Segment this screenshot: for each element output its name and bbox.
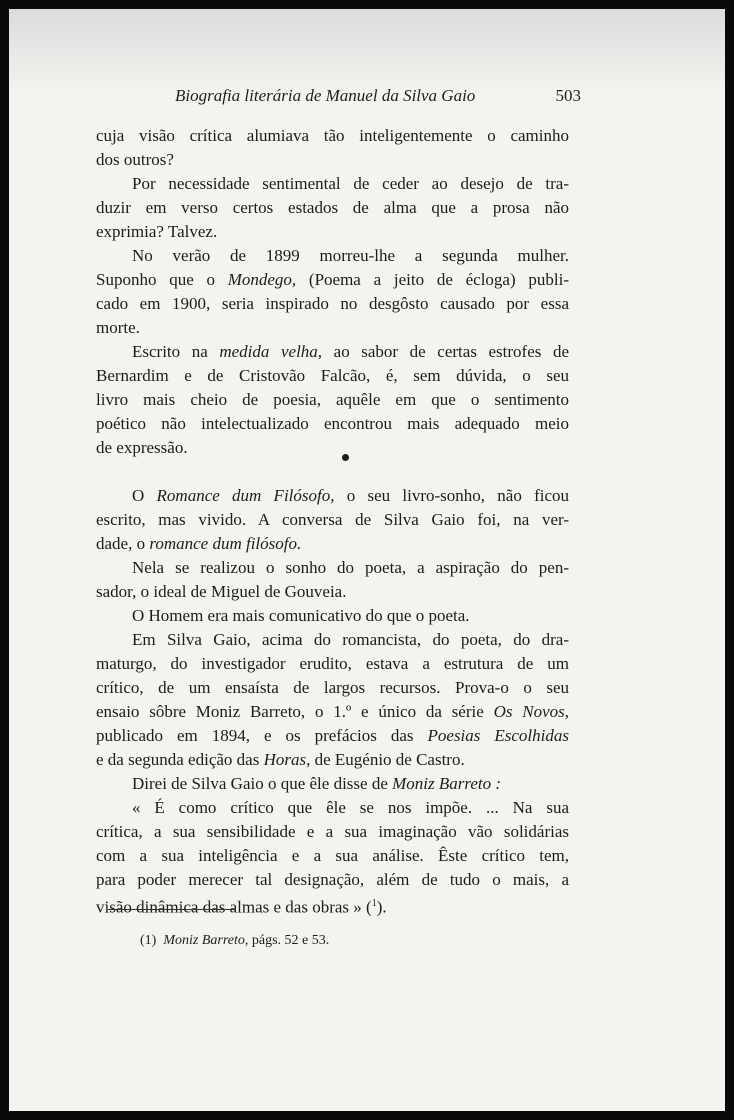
footnote-rule [108,909,236,910]
italic-title: medida velha, [219,342,323,361]
italic-title: Poesias Escolhidas [427,726,569,745]
line-text: Escrito na [132,342,220,361]
line-text: Em Silva Gaio, acima do romancista, do poeta, do dra- [132,630,569,649]
section-break-ornament [342,454,349,461]
italic-title: Horas, [263,750,311,769]
text-line [96,292,569,316]
line-text: ensaio sôbre Moniz Barreto, o 1.º e único da série [96,702,494,721]
line-text: dos outros? [96,150,174,169]
text-line [96,196,569,220]
text-line [132,340,569,364]
line-text: de Eugénio de Castro. [310,750,465,769]
text-line [132,604,569,628]
text-line [96,724,569,748]
text-line [96,868,569,892]
text-line [132,484,569,508]
text-line [96,268,569,292]
line-text: livro mais cheio de poesia, aquêle em que o sentimento [96,390,569,409]
line-text: com a sua inteligência e a sua análise. Êste crítico tem, [96,846,569,865]
text-line [96,220,569,244]
line-text: Suponho que o [96,270,228,289]
text-line [96,892,569,916]
footnote-title: Moniz Barreto, [163,933,249,948]
text-line [96,532,569,556]
footnote-reference: 1 [371,898,377,909]
text-line [96,124,569,148]
line-text: crítica, a sua sensibilidade e a sua imaginação vão solidárias [96,822,569,841]
text-line [96,316,569,340]
text-line [132,772,569,796]
line-text: Direi de Silva Gaio o que êle disse de [132,774,393,793]
line-text: morte. [96,318,140,337]
italic-title: Moniz Barreto : [392,774,502,793]
text-line [96,748,569,772]
line-text: Nela se realizou o sonho do poeta, a aspiração do pen- [132,558,569,577]
line-text: ao sabor de certas estrofes de [322,342,570,361]
line-text: Bernardim e de Cristovão Falcão, é, sem dúvida, o seu [96,366,569,385]
text-line [96,436,569,460]
line-text: para poder merecer tal designação, além de tudo o mais, a [96,870,569,889]
line-text: O Homem era mais comunicativo do que o poeta. [132,606,470,625]
line-text: escrito, mas vivido. A conversa de Silva Gaio foi, na ver- [96,510,569,529]
line-text: cado em 1900, seria inspirado no desgôsto causado por essa [96,294,569,313]
running-title: Biografia literária de Manuel da Silva Gaio [175,86,476,105]
italic-title: Mondego, [227,270,297,289]
text-line [132,556,569,580]
italic-title: Os Novos, [493,702,569,721]
text-line [132,244,569,268]
text-line [96,388,569,412]
footnote-marker: (1) [140,933,157,948]
text-line [132,796,569,820]
line-text: visão dinâmica das almas e das obras » ( [96,897,372,917]
italic-title: romance dum filósofo. [149,534,302,553]
page-number: 503 [555,86,581,105]
line-text: « É como crítico que êle se nos impõe. ... Na sua [132,798,569,817]
footnote-text: págs. 52 e 53. [248,933,330,948]
line-text: ). [376,897,387,917]
line-text: o seu livro-sonho, não ficou [334,486,569,505]
line-text: No verão de 1899 morreu-lhe a segunda mulher. [132,246,569,265]
line-text: cuja visão crítica alumiava tão inteligentemente o caminho [96,126,569,145]
line-text: dade, o [96,534,150,553]
running-header [175,86,581,114]
footnote [140,931,329,951]
text-line [96,700,569,724]
line-text: e da segunda edição das [96,750,264,769]
text-line [96,676,569,700]
text-line [96,820,569,844]
line-text: O [132,486,157,505]
text-line [132,172,569,196]
line-text: publicado em 1894, e os prefácios das [96,726,428,745]
text-line [132,628,569,652]
text-line [96,580,569,604]
italic-title: Romance dum Filósofo, [156,486,335,505]
line-text: duzir em verso certos estados de alma que a prosa não [96,198,569,217]
text-line [96,148,569,172]
text-line [96,652,569,676]
line-text: poético não intelectualizado encontrou mais adequado meio [96,414,569,433]
book-page [9,9,725,1111]
line-text: de expressão. [96,438,188,457]
line-text: crítico, de um ensaísta de largos recursos. Prova-o o seu [96,678,569,697]
line-text: maturgo, do investigador erudito, estava a estrutura de um [96,654,569,673]
text-line [96,412,569,436]
text-line [96,844,569,868]
line-text: (Poema a jeito de écloga) publi- [296,270,569,289]
line-text: sador, o ideal de Miguel de Gouveia. [96,582,347,601]
line-text: Por necessidade sentimental de ceder ao desejo de tra- [132,174,569,193]
line-text: exprimia? Talvez. [96,222,218,241]
text-line [96,508,569,532]
page-scan-shading [9,9,725,95]
text-line [96,364,569,388]
